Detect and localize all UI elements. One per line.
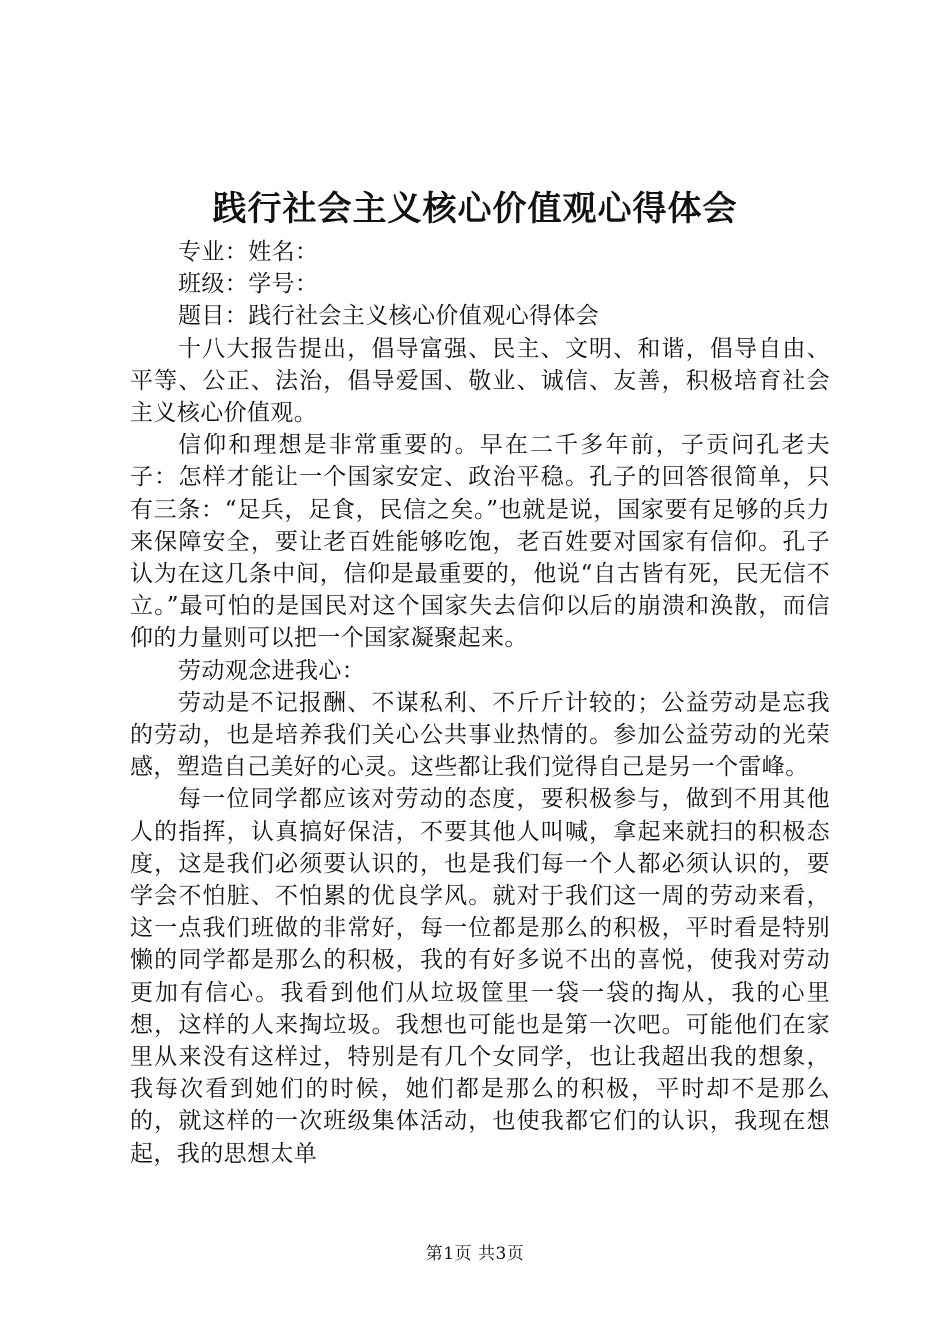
paragraph-labor: 劳动是不记报酬、不谋私利、不斤斤计较的；公益劳动是忘我的劳动，也是培养我们关心公共事业热情的。参加公益劳动的光荣感，塑造自己美好的心灵。这些都让我们觉得自己是另一个雷峰。 [130, 689, 830, 781]
document-body [130, 236, 830, 1170]
meta-major-name: 专业：姓名： [178, 239, 319, 265]
section-heading: 劳动观念进我心： [178, 657, 366, 684]
paragraph-belief: 信仰和理想是非常重要的。早在二千多年前，子贡问孔老夫子：怎样才能让一个国家安定、政治平稳。孔子的回答很简单，只有三条：“足兵，足食，民信之矣。”也就是说，国家要有足够的兵力来保障安全，要让老百姓能够吃饱，老百姓要对国家有信仰。孔子认为在这几条中间，信仰是最重要的，他说“自古皆有死，民无信不立。”最可怕的是国民对这个国家失去信仰以后的崩溃和涣散，而信仰的力量则可以把一个国家凝聚起来。 [130, 432, 830, 652]
paragraph-students: 每一位同学都应该对劳动的态度，要积极参与，做到不用其他人的指挥，认真搞好保洁，不要其他人叫喊，拿起来就扫的积极态度，这是我们必须要认识的，也是我们每一个人都必须认识的，要学会不怕脏、不怕累的优良学风。就对于我们这一周的劳动来看，这一点我们班做的非常好，每一位都是那么的积极，平时看是特别懒的同学都是那么的积极，我的有好多说不出的喜悦，使我对劳动更加有信心。我看到他们从垃圾筐里一袋一袋的掏从，我的心里想，这样的人来掏垃圾。我想也可能也是第一次吧。可能他们在家里从来没有这样过，特别是有几个女同学，也让我超出我的想象，我每次看到她们的时候，她们都是那么的积极，平时却不是那么的，就这样的一次班级集体活动，也使我都它们的认识，我现在想起，我的思想太单 [130, 786, 830, 1167]
meta-topic: 题目：践行社会主义核心价值观心得体会 [178, 303, 600, 330]
document-title: 践行社会主义核心价值观心得体会 [212, 189, 738, 229]
page-footer: 第1页 共3页 [425, 1244, 525, 1264]
meta-class-id: 班级：学号： [178, 271, 319, 298]
paragraph-core-values: 十八大报告提出，倡导富强、民主、文明、和谐，倡导自由、平等、公正、法治，倡导爱国、敬业、诚信、友善，积极培育社会主义核心价值观。 [130, 335, 830, 427]
